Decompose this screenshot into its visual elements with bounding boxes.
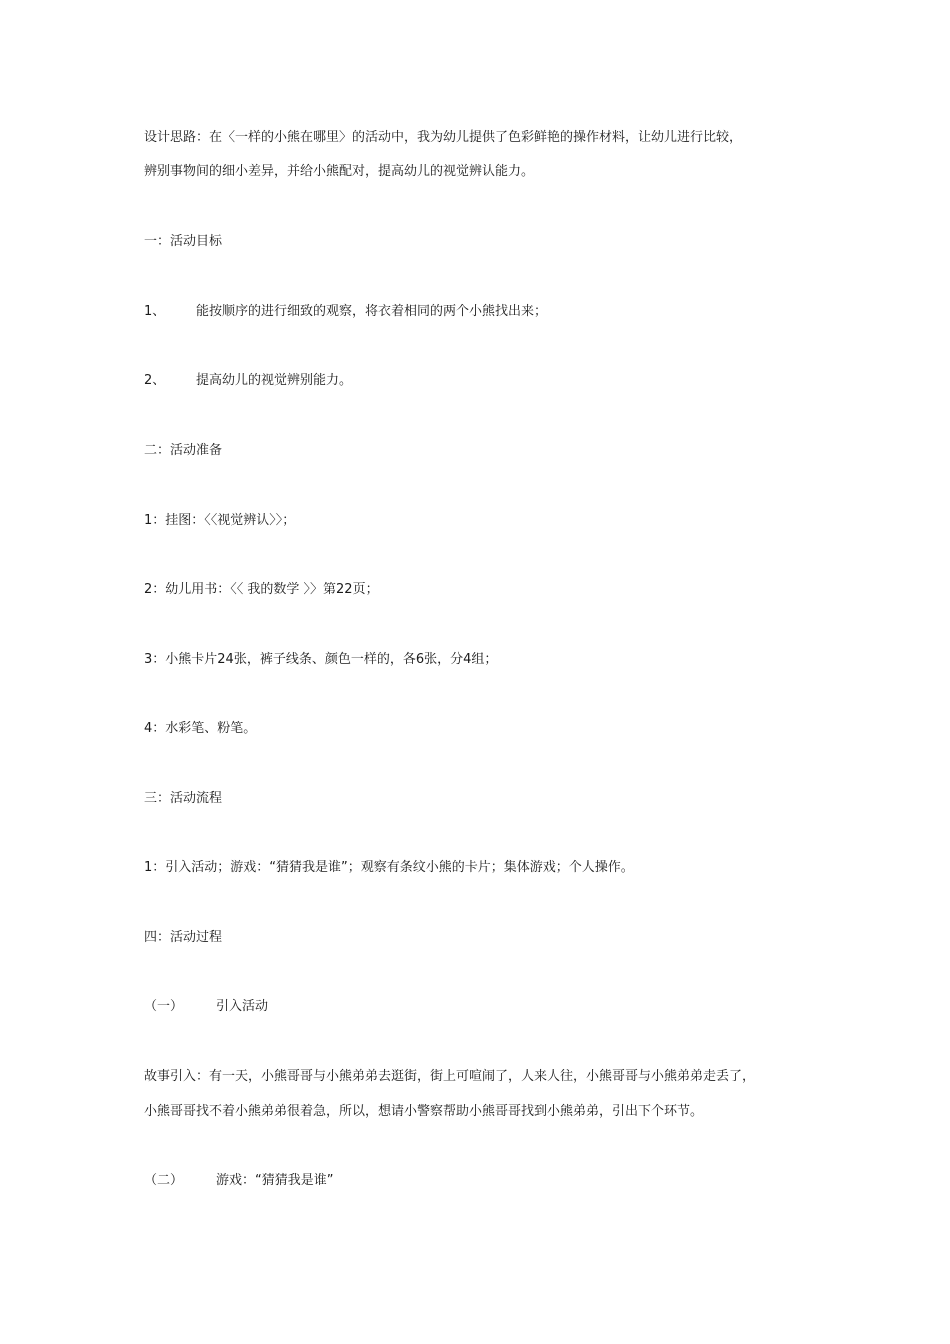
process-part-1 — [144, 999, 268, 1015]
section-heading-goals: 一：活动目标 — [144, 234, 223, 249]
part-number: （二） — [144, 1173, 184, 1188]
goal-item-2 — [144, 373, 352, 389]
preparation-item-4: 4：水彩笔、粉笔。 — [144, 721, 257, 736]
goal-item-text: 能按顺序的进行细致的观察，将衣着相同的两个小熊找出来； — [196, 304, 548, 319]
story-line-1: 故事引入：有一天，小熊哥哥与小熊弟弟去逛街，街上可喧闹了，人来人往，小熊哥哥与小熊弟弟走丢了， — [144, 1069, 756, 1084]
process-part-2 — [144, 1173, 333, 1189]
section-heading-flow: 三：活动流程 — [144, 791, 223, 806]
goal-item-number: 1、 — [144, 304, 166, 319]
part-title: 引入活动 — [216, 999, 269, 1014]
goal-item-number: 2、 — [144, 373, 166, 388]
design-idea-line-1: 设计思路：在〈一样的小熊在哪里〉的活动中，我为幼儿提供了色彩鲜艳的操作材料，让幼儿进行比较， — [144, 130, 743, 145]
flow-item-1: 1：引入活动；游戏：“猜猜我是谁”；观察有条纹小熊的卡片；集体游戏；个人操作。 — [144, 860, 634, 875]
preparation-item-2: 2：幼儿用书：〈〈 我的数学 〉〉第22页； — [144, 582, 379, 597]
goal-item-text: 提高幼儿的视觉辨别能力。 — [196, 373, 353, 388]
preparation-item-1: 1：挂图：〈〈视觉辨认〉〉； — [144, 513, 296, 528]
part-title: 游戏：“猜猜我是谁” — [216, 1173, 334, 1188]
story-line-2: 小熊哥哥找不着小熊弟弟很着急，所以，想请小警察帮助小熊哥哥找到小熊弟弟，引出下个环节。 — [144, 1104, 704, 1119]
design-idea-line-2: 辨别事物间的细小差异，并给小熊配对，提高幼儿的视觉辨认能力。 — [144, 164, 535, 179]
preparation-item-3: 3：小熊卡片24张，裤子线条、颜色一样的，各6张，分4组； — [144, 652, 498, 667]
goal-item-1 — [144, 304, 547, 320]
part-number: （一） — [144, 999, 184, 1014]
section-heading-preparation: 二：活动准备 — [144, 443, 223, 458]
section-heading-process: 四：活动过程 — [144, 930, 223, 945]
